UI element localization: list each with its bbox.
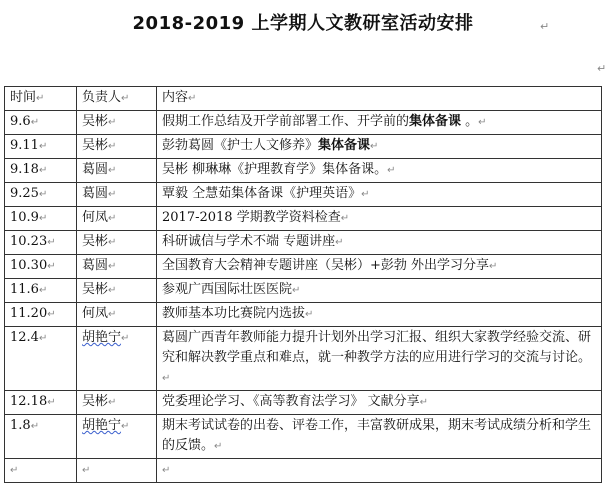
schedule-row bbox=[5, 111, 602, 135]
content-trailing-text: 。 bbox=[461, 114, 479, 129]
person-cell bbox=[77, 159, 157, 183]
paragraph-mark: ↵ bbox=[38, 165, 48, 176]
person-cell bbox=[77, 391, 157, 415]
content-text: 覃毅 仝慧茹集体备课《护理英语》 bbox=[162, 186, 362, 201]
header-row bbox=[5, 87, 602, 111]
paragraph-mark: ↵ bbox=[162, 465, 171, 476]
person-name: 葛圆 bbox=[82, 258, 109, 273]
schedule-row bbox=[5, 183, 602, 207]
time-cell bbox=[5, 183, 77, 207]
paragraph-mark: ↵ bbox=[121, 93, 130, 104]
content-cell bbox=[157, 279, 602, 303]
header-time-cell bbox=[5, 87, 77, 111]
person-cell bbox=[77, 303, 157, 327]
paragraph-mark: ↵ bbox=[108, 261, 117, 272]
time-cell bbox=[5, 415, 77, 459]
paragraph-mark: ↵ bbox=[82, 465, 91, 476]
paragraph-mark: ↵ bbox=[36, 93, 45, 104]
time-cell bbox=[5, 159, 77, 183]
paragraph-mark: ↵ bbox=[214, 441, 223, 452]
date-text: 10.30 bbox=[10, 258, 48, 273]
content-cell bbox=[157, 255, 602, 279]
header-person: 负责人 bbox=[82, 90, 122, 105]
person-name: 胡艳宁 bbox=[82, 418, 122, 433]
person-name: 吴彬 bbox=[82, 114, 109, 129]
paragraph-mark: ↵ bbox=[38, 213, 48, 224]
date-text: 12.4 bbox=[10, 330, 39, 345]
person-cell bbox=[77, 255, 157, 279]
person-name: 胡艳宁 bbox=[82, 330, 122, 345]
header-time: 时间 bbox=[10, 90, 37, 105]
person-name: 葛圆 bbox=[82, 186, 109, 201]
paragraph-mark: ↵ bbox=[305, 309, 314, 320]
schedule-row bbox=[5, 327, 602, 391]
content-cell bbox=[157, 207, 602, 231]
paragraph-mark: ↵ bbox=[47, 237, 56, 248]
paragraph-mark: ↵ bbox=[121, 421, 130, 432]
person-name: 葛圆 bbox=[82, 162, 109, 177]
paragraph-mark: ↵ bbox=[478, 117, 487, 128]
time-cell bbox=[5, 279, 77, 303]
person-name: 何凤 bbox=[82, 306, 109, 321]
paragraph-mark: ↵ bbox=[292, 285, 301, 296]
date-text: 12.18 bbox=[10, 394, 48, 409]
content-cell bbox=[157, 159, 602, 183]
person-cell bbox=[77, 111, 157, 135]
time-cell bbox=[5, 231, 77, 255]
content-cell bbox=[157, 231, 602, 255]
schedule-row bbox=[5, 303, 602, 327]
content-cell bbox=[157, 135, 602, 159]
schedule-row bbox=[5, 415, 602, 459]
person-cell bbox=[77, 415, 157, 459]
paragraph-mark: ↵ bbox=[108, 285, 117, 296]
date-text: 9.6 bbox=[10, 114, 31, 129]
time-cell bbox=[5, 303, 77, 327]
date-text: 10.9 bbox=[10, 210, 39, 225]
content-cell bbox=[157, 327, 602, 391]
paragraph-mark: ↵ bbox=[370, 141, 379, 152]
paragraph-mark: ↵ bbox=[108, 237, 117, 248]
content-cell bbox=[157, 415, 602, 459]
empty-content-cell bbox=[157, 459, 602, 483]
content-text: 2017-2018 学期教学资料检查 bbox=[162, 210, 341, 225]
date-text: 11.20 bbox=[10, 306, 48, 321]
header-person-cell bbox=[77, 87, 157, 111]
content-text: 期末考试试卷的出卷、评卷工作，丰富教研成果，期末考试成绩分析和学生的反馈。 bbox=[162, 418, 592, 453]
content-text: 科研诚信与学术不端 专题讲座 bbox=[162, 234, 336, 249]
content-text: 教师基本功比赛院内选拔 bbox=[162, 306, 306, 321]
date-text: 9.18 bbox=[10, 162, 39, 177]
spacer-paragraph-mark: ↵ bbox=[597, 62, 606, 75]
person-name: 何凤 bbox=[82, 210, 109, 225]
document-title bbox=[0, 9, 606, 35]
paragraph-mark: ↵ bbox=[361, 189, 370, 200]
content-text: 全国教育大会精神专题讲座（吴彬）+彭勃 外出学习分享 bbox=[162, 258, 490, 273]
person-cell bbox=[77, 231, 157, 255]
paragraph-mark: ↵ bbox=[121, 333, 130, 344]
date-text: 1.8 bbox=[10, 418, 31, 433]
paragraph-mark: ↵ bbox=[10, 465, 19, 476]
paragraph-mark: ↵ bbox=[108, 213, 117, 224]
content-text: 党委理论学习、《高等教育法学习》 文献分享 bbox=[162, 394, 420, 409]
paragraph-mark: ↵ bbox=[108, 189, 117, 200]
person-name: 吴彬 bbox=[82, 138, 109, 153]
content-cell bbox=[157, 183, 602, 207]
paragraph-mark: ↵ bbox=[188, 93, 197, 104]
time-cell bbox=[5, 391, 77, 415]
paragraph-mark: ↵ bbox=[30, 421, 40, 432]
time-cell bbox=[5, 111, 77, 135]
person-cell bbox=[77, 207, 157, 231]
paragraph-mark: ↵ bbox=[340, 213, 350, 224]
person-cell bbox=[77, 327, 157, 391]
date-text: 10.23 bbox=[10, 234, 48, 249]
content-cell bbox=[157, 111, 602, 135]
paragraph-mark: ↵ bbox=[108, 165, 117, 176]
paragraph-mark: ↵ bbox=[38, 141, 48, 152]
person-cell bbox=[77, 135, 157, 159]
time-cell bbox=[5, 207, 77, 231]
content-cell bbox=[157, 303, 602, 327]
paragraph-mark: ↵ bbox=[47, 309, 56, 320]
paragraph-mark: ↵ bbox=[335, 237, 344, 248]
paragraph-mark: ↵ bbox=[108, 397, 117, 408]
person-name: 吴彬 bbox=[82, 282, 109, 297]
content-text: 葛圆广西青年教师能力提升计划外出学习汇报、组织大家教学经验交流、研究和解决教学重点和难点，就一种教学方法的应用进行学习的交流与讨论。 bbox=[162, 330, 592, 365]
person-cell bbox=[77, 183, 157, 207]
time-cell bbox=[5, 255, 77, 279]
activity-schedule-table bbox=[4, 86, 602, 483]
content-text: 彭勃葛圆《护士人文修养》 bbox=[162, 138, 319, 153]
title-text: 2018-2019 上学期人文教研室活动安排 bbox=[132, 13, 474, 34]
content-text: 吴彬 柳琳琳《护理教育学》集体备课。 bbox=[162, 162, 388, 177]
content-text: 参观广西国际壮医医院 bbox=[162, 282, 293, 297]
paragraph-mark: ↵ bbox=[47, 397, 56, 408]
content-bold-text: 集体备课 bbox=[318, 138, 371, 153]
empty-person-cell bbox=[77, 459, 157, 483]
empty-row bbox=[5, 459, 602, 483]
paragraph-mark: ↵ bbox=[38, 333, 48, 344]
header-content-cell bbox=[157, 87, 602, 111]
date-text: 9.25 bbox=[10, 186, 39, 201]
header-content: 内容 bbox=[162, 90, 189, 105]
schedule-row bbox=[5, 135, 602, 159]
schedule-row bbox=[5, 279, 602, 303]
time-cell bbox=[5, 135, 77, 159]
paragraph-mark: ↵ bbox=[387, 165, 396, 176]
person-name: 吴彬 bbox=[82, 234, 109, 249]
content-bold-text: 集体备课 bbox=[409, 114, 462, 129]
paragraph-mark: ↵ bbox=[38, 189, 48, 200]
paragraph-mark: ↵ bbox=[162, 373, 171, 384]
title-paragraph-mark: ↵ bbox=[540, 20, 550, 33]
schedule-row bbox=[5, 207, 602, 231]
paragraph-mark: ↵ bbox=[108, 309, 117, 320]
person-cell bbox=[77, 279, 157, 303]
paragraph-mark: ↵ bbox=[489, 261, 498, 272]
paragraph-mark: ↵ bbox=[108, 117, 117, 128]
schedule-row bbox=[5, 159, 602, 183]
paragraph-mark: ↵ bbox=[108, 141, 117, 152]
date-text: 11.6 bbox=[10, 282, 39, 297]
date-text: 9.11 bbox=[10, 138, 39, 153]
person-name: 吴彬 bbox=[82, 394, 109, 409]
paragraph-mark: ↵ bbox=[419, 397, 429, 408]
empty-time-cell bbox=[5, 459, 77, 483]
paragraph-mark: ↵ bbox=[38, 285, 48, 296]
content-text: 假期工作总结及开学前部署工作、开学前的 bbox=[162, 114, 410, 129]
schedule-row bbox=[5, 391, 602, 415]
content-cell bbox=[157, 391, 602, 415]
schedule-row bbox=[5, 255, 602, 279]
time-cell bbox=[5, 327, 77, 391]
paragraph-mark: ↵ bbox=[30, 117, 40, 128]
paragraph-mark: ↵ bbox=[47, 261, 56, 272]
schedule-row bbox=[5, 231, 602, 255]
